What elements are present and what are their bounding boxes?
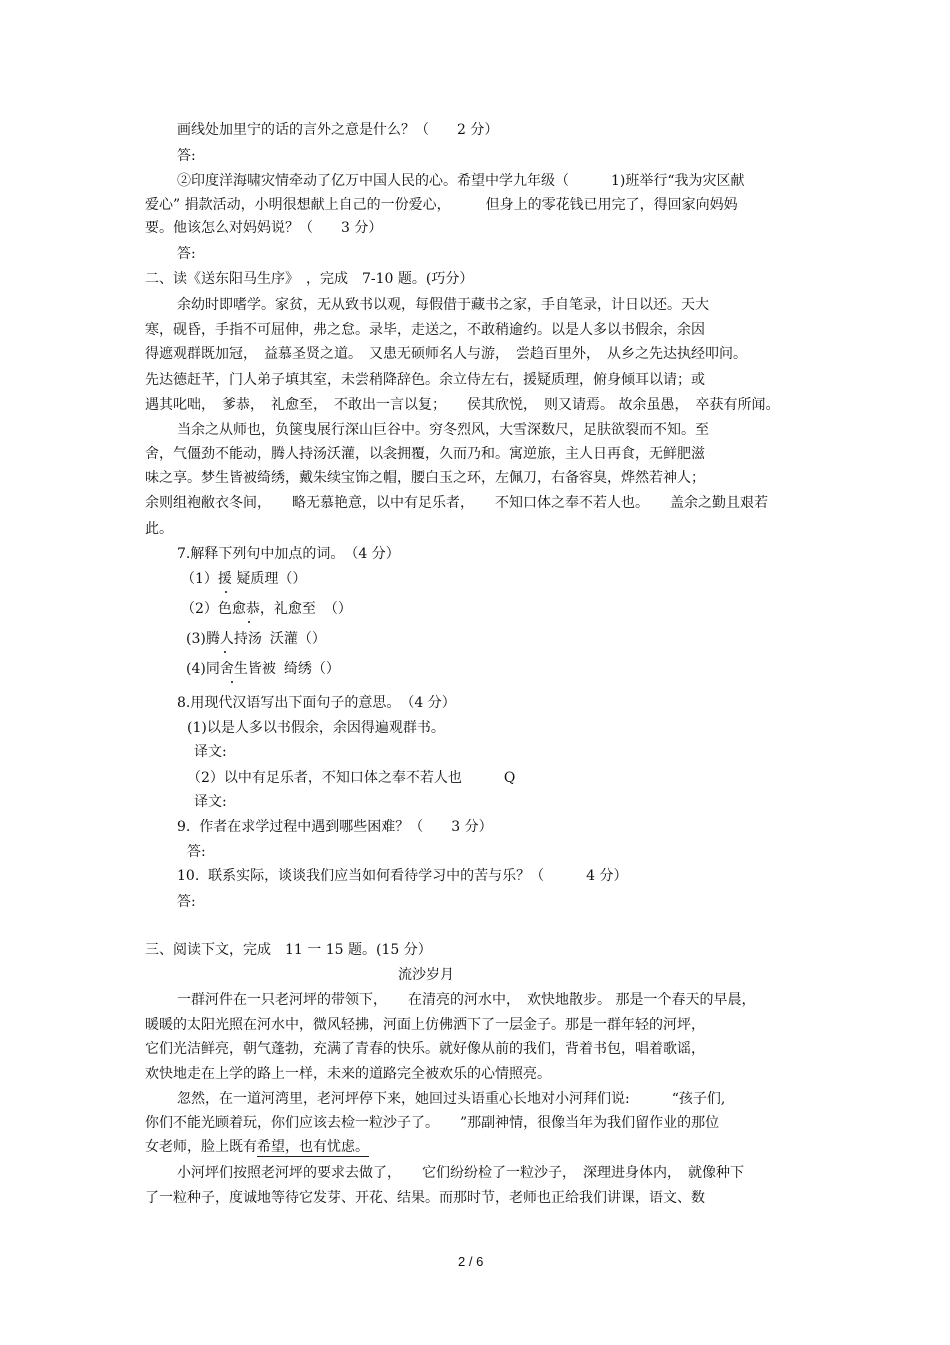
translation-label: 译文: bbox=[194, 744, 227, 760]
question-line: 9. 作者在求学过程中遇到哪些困难？（ 3 分） bbox=[177, 819, 493, 835]
question-line: 要。他该怎么对妈妈说？（ 3 分） bbox=[145, 220, 383, 236]
sub-question-text: 绮绣（） bbox=[283, 661, 340, 677]
question-line: 7.解释下列句中加点的词。 （4 分） bbox=[177, 546, 400, 562]
passage-line: 它们光洁鲜亮，朝气蓬勃，充满了青春的快乐。就好像从前的我们，背着书包，唱着歌谣， bbox=[145, 1041, 705, 1057]
question-line: 爱心” 捐款活动，小明很想献上自己的一份爱心， 但身上的零花钱已用完了，得回家向妈妈 bbox=[145, 197, 738, 213]
translation-label: 译文: bbox=[194, 794, 227, 810]
answer-label: 答: bbox=[187, 844, 206, 860]
dotted-word: (3)腾人持汤 bbox=[186, 631, 262, 647]
sub-question bbox=[181, 569, 306, 589]
answer-label: 答: bbox=[177, 148, 196, 164]
sub-question-blank: （） bbox=[323, 601, 352, 617]
answer-label: 答: bbox=[177, 894, 196, 910]
dotted-word: (4)同舍生皆被 bbox=[186, 661, 276, 677]
question-line: ②印度洋海啸灾情牵动了亿万中国人民的心。希望中学九年级（ 1)班举行“我为灾区献 bbox=[177, 173, 745, 189]
passage-title: 流沙岁月 bbox=[398, 967, 454, 983]
sub-question-number: （1） bbox=[181, 571, 218, 587]
passage-line: 舍，气僵劲不能动，腾人持汤沃灌，以衾拥覆，久而乃和。寓逆旅，主人日再食，无鲜肥滋 bbox=[145, 446, 705, 462]
sub-question bbox=[186, 629, 326, 649]
sub-question: （2）以中有足乐者，不知口体之奉不若人也 Q bbox=[187, 770, 516, 786]
passage-line: 小河坪们按照老河坪的要求去做了， 它们纷纷检了一粒沙子， 深理进身体内， 就像种下 bbox=[177, 1165, 744, 1181]
passage-text: 女老师，脸上既有 bbox=[145, 1139, 257, 1155]
section-heading: 二、读《送东阳马生序》 ，完成 7-10 题。(巧分） bbox=[145, 271, 474, 287]
passage-line: 此。 bbox=[145, 521, 173, 537]
underlined-text: 希望，也有忧虑。 bbox=[257, 1139, 369, 1155]
question-line: 10. 联系实际，谈谈我们应当如何看待学习中的苦与乐？（ 4 分） bbox=[177, 868, 628, 884]
dotted-word: （2）色愈恭，礼愈至 bbox=[181, 601, 316, 617]
question-line: 画线处加里宁的话的言外之意是什么？（ 2 分） bbox=[177, 122, 499, 138]
sub-question-text: 沃灌（） bbox=[269, 631, 326, 647]
sub-question bbox=[186, 659, 340, 679]
page-number: 2 / 6 bbox=[458, 1254, 484, 1269]
sub-question: (1)以是人多以书假余，余因得遍观群书。 bbox=[187, 720, 445, 736]
passage-line: 你们不能光顾着玩，你们应该去检一粒沙子了。 ”那副神情，很像当年为我们留作业的那位 bbox=[145, 1115, 720, 1131]
question-line: 8.用现代汉语写出下面句子的意思。 （4 分） bbox=[177, 695, 456, 711]
passage-line bbox=[145, 1137, 369, 1157]
passage-line: 余幼时即嗜学。家贫，无从致书以观，每假借于藏书之家，手自笔录，计日以还。天大 bbox=[177, 297, 709, 313]
passage-line: 忽然，在一道河湾里，老河坪停下来，她回过头语重心长地对小河拜们说: “孩子们, bbox=[177, 1091, 726, 1107]
sub-question-text: 疑质理（） bbox=[231, 571, 307, 587]
sub-question bbox=[181, 599, 352, 619]
passage-line: 得遮观群既加冠， 益慕圣贤之道。 又患无硕师名人与游， 尝趋百里外， 从乡之先达执经叩问。 bbox=[145, 346, 747, 362]
passage-line: 寒，砚昏，手指不可屈伸，弗之怠。录毕，走送之，不敢稍逾约。以是人多以书假余，余因 bbox=[145, 322, 705, 338]
dotted-word: 援 bbox=[217, 571, 232, 587]
passage-line: 欢快地走在上学的路上一样，未来的道路完全被欢乐的心情照亮。 bbox=[145, 1066, 551, 1082]
passage-line: 当余之从师也，负箧曳展行深山巨谷中。穷冬烈风，大雪深数尺，足肤欲裂而不知。至 bbox=[177, 422, 709, 438]
passage-line: 一群河件在一只老河坪的带领下， 在清亮的河水中， 欢快地散步。 那是一个春天的早晨， bbox=[177, 992, 756, 1008]
section-heading: 三、阅读下文，完成 11 一 15 题。(15 分） bbox=[145, 942, 432, 958]
passage-line: 味之享。梦生皆被绮绣，戴朱续宝饰之帽，腰白玉之环，左佩刀，右备容臭，烨然若神人； bbox=[145, 470, 705, 486]
passage-line: 余则组袍敝衣冬间， 略无慕艳意，以中有足乐者， 不知口体之奉不若人也。 盖余之勤且艰若 bbox=[145, 495, 768, 511]
passage-line: 了一粒种子，度诚地等待它发芽、开花、结果。而那时节，老师也正给我们讲课，语文、数 bbox=[145, 1190, 705, 1206]
passage-line: 暖暖的太阳光照在河水中，微风轻拂，河面上仿佛洒下了一层金子。那是一群年轻的河坪， bbox=[145, 1017, 705, 1033]
passage-line: 先达德赶芊，门人弟子填其室，未尝稍降辞色。余立侍左右，援疑质理，俯身倾耳以请；或 bbox=[145, 372, 705, 388]
answer-label: 答: bbox=[177, 246, 196, 262]
passage-line: 遇其叱咄， 爹恭， 礼愈至， 不敢出一言以复； 侯其欣悦， 则又请焉。 故余虽愚， 卒获有所闻。 bbox=[145, 397, 780, 413]
